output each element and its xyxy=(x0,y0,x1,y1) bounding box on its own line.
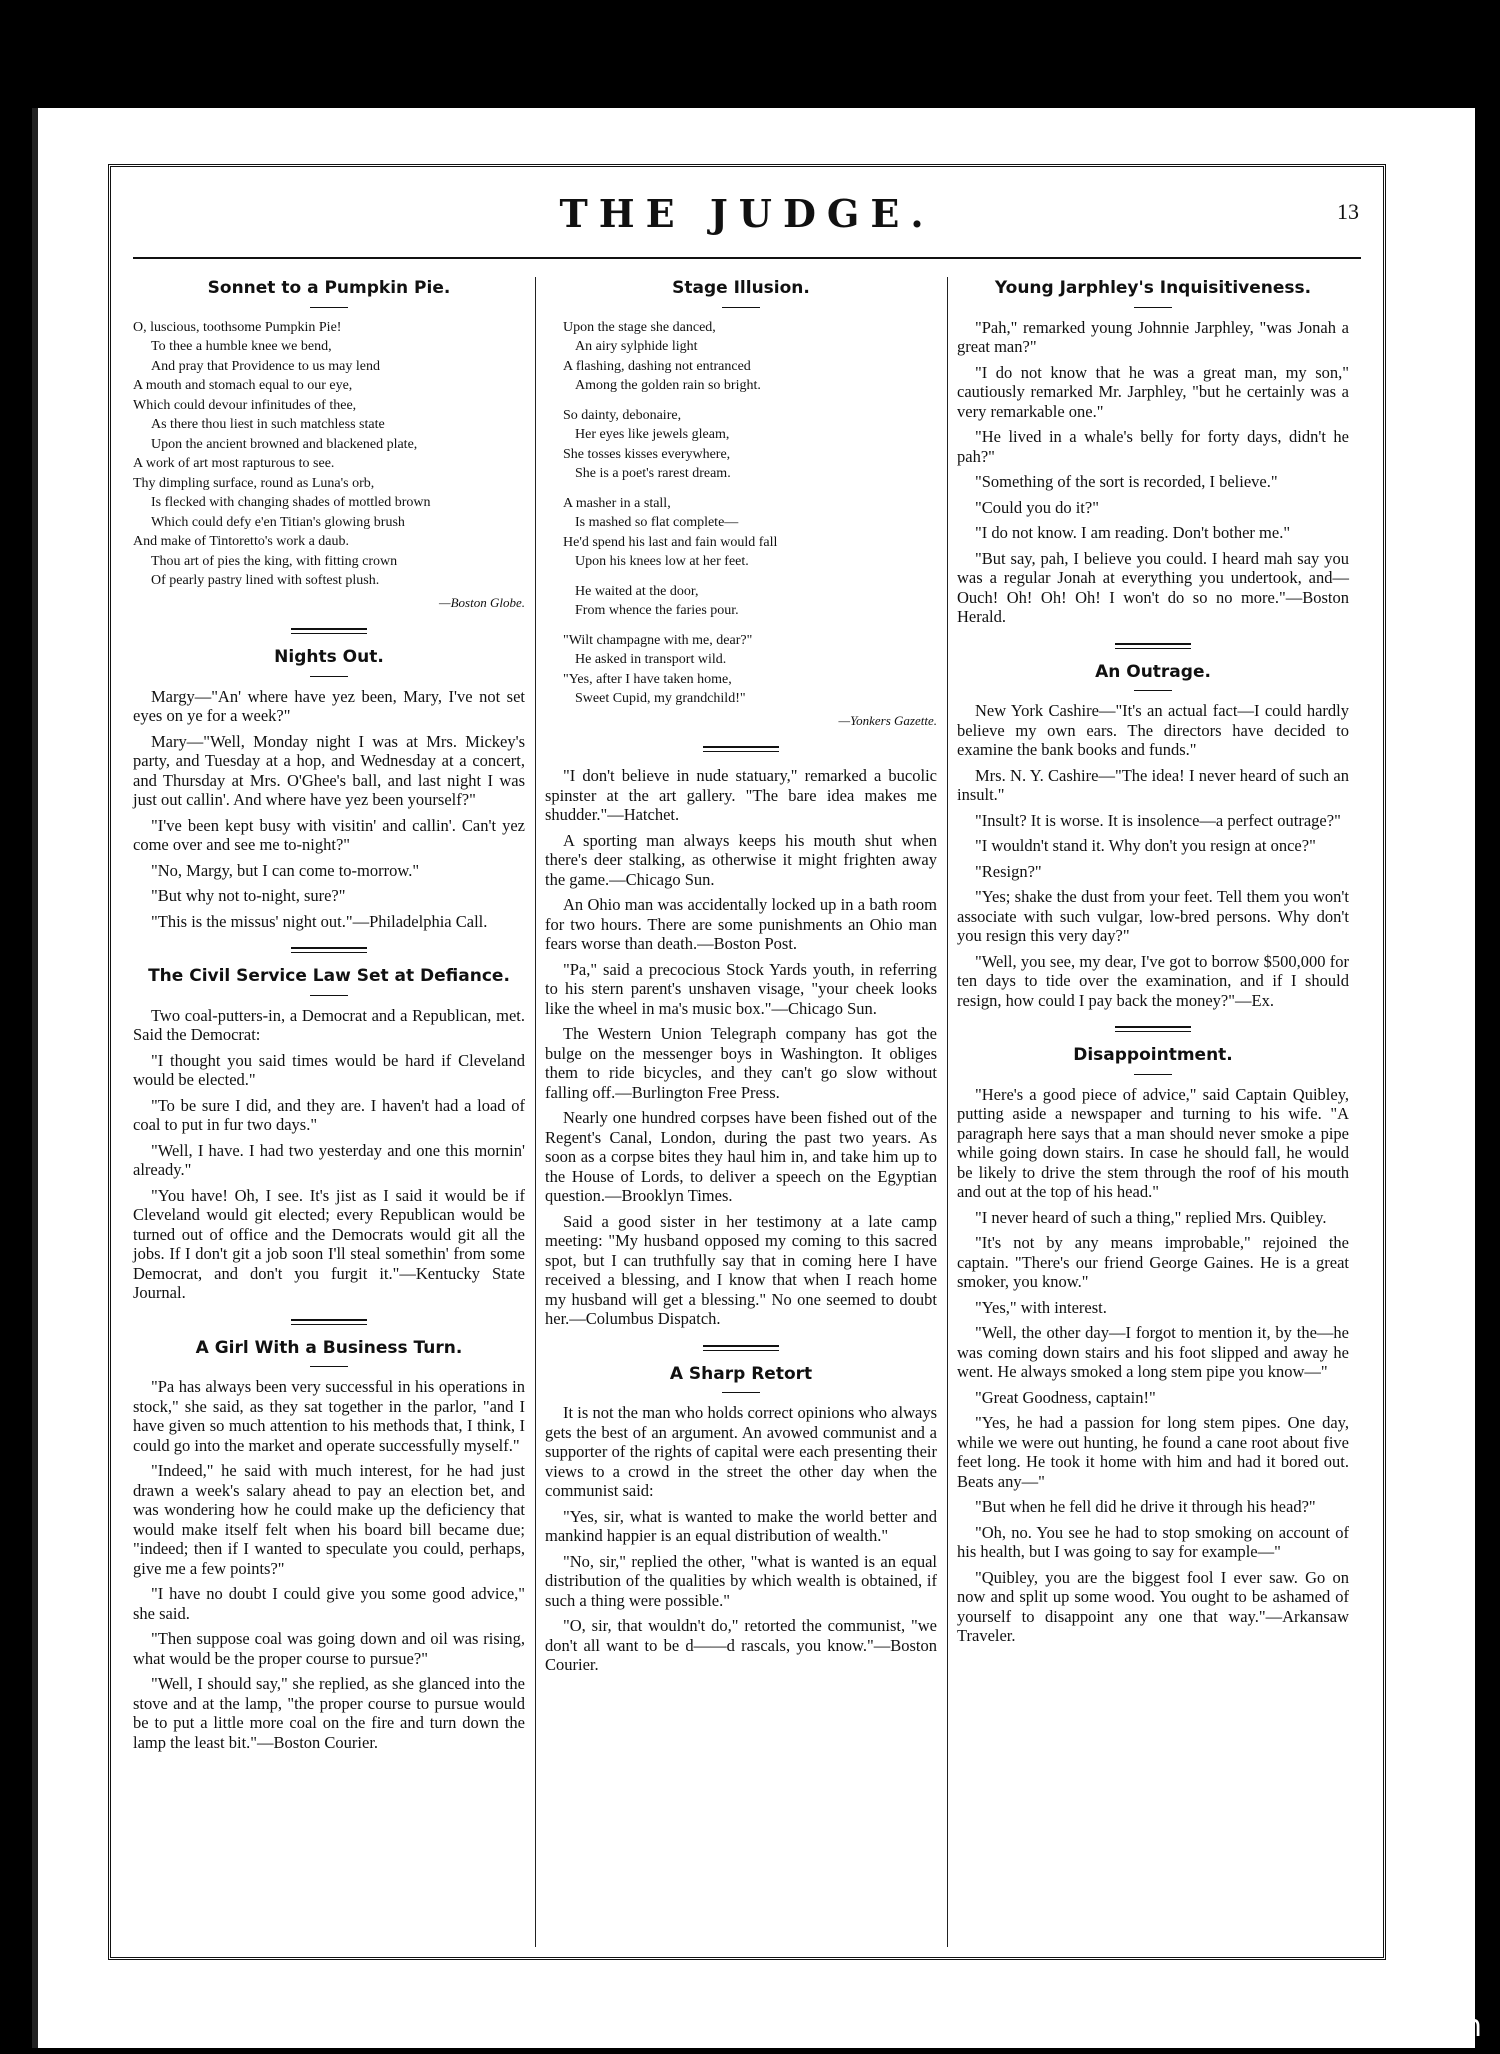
paragraph: "I never heard of such a thing," replied Mrs. Quibley. xyxy=(975,1207,1327,1227)
poem-line: He asked in transport wild. xyxy=(575,652,727,667)
paragraph: "Here's a good piece of advice," said Captain Quibley, putting aside a newspaper and turning to his wife. "A paragraph here says that a man should never smoke a pipe while going down stairs. In case he should fall, he would be likely to drive the stem through the roof of his mouth and out at the top of his head." xyxy=(957,1084,1349,1201)
poem-line: Among the golden rain so bright. xyxy=(575,378,761,393)
poem-line: As there thou liest in such matchless state xyxy=(151,417,385,432)
paragraph: "I have no doubt I could give you some good advice," she said. xyxy=(133,1584,525,1623)
column-3 xyxy=(957,275,1349,1652)
title-rule xyxy=(1134,307,1172,308)
paragraph: "He lived in a whale's belly for forty days, didn't he pah?" xyxy=(957,427,1349,466)
paragraph: "I do not know. I am reading. Don't bother me." xyxy=(975,523,1291,542)
title-rule xyxy=(310,1366,348,1367)
poem-line: Thy dimpling surface, round as Luna's orb, xyxy=(133,475,375,491)
paragraph: Said a good sister in her testimony at a late camp meeting: "My husband opposed my coming to this sacred spot, but I can truthfully say that in coming here I have received a blessing, and I know that when I reach home my husband will get a blessing." No one seemed to doubt her.—Columbus Dispatch. xyxy=(545,1211,937,1328)
article-title: Nights Out. xyxy=(274,647,384,667)
page-frame xyxy=(108,164,1386,1960)
article-title: An Outrage. xyxy=(1095,661,1211,682)
paragraph: "It's not by any means improbable," rejoined the captain. "There's our friend George Gaines. He is a great smoker, you know." xyxy=(957,1233,1349,1291)
poem-line: And make of Tintoretto's work a daub. xyxy=(133,534,350,549)
paragraph: "Well, I have. I had two yesterday and one this mornin' already." xyxy=(133,1140,525,1179)
credit: —Yonkers Gazette. xyxy=(838,712,937,728)
paragraph: New York Cashire—"It's an actual fact—I could hardly believe my own ears. The directors have decided to examine the bank books and funds." xyxy=(957,701,1349,759)
paragraph: "To be sure I did, and they are. I haven't had a load of coal to put in fur two days." xyxy=(133,1095,525,1134)
section-divider xyxy=(703,746,779,752)
poem-line: Is flecked with changing shades of mottled brown xyxy=(151,495,431,510)
paragraph: "Yes," with interest. xyxy=(975,1297,1107,1317)
title-rule xyxy=(722,1392,760,1393)
paragraph: "Pa," said a precocious Stock Yards youth, in referring to his stern parent's unshaven visage, "your cheek looks like the wheel in ma's music box."—Chicago Sun. xyxy=(545,959,937,1018)
poem-line: Her eyes like jewels gleam, xyxy=(575,427,730,442)
poem xyxy=(545,318,937,731)
column-rule xyxy=(947,277,948,1947)
poem-line: Which could defy e'en Titian's glowing brush xyxy=(151,514,405,530)
page-spine xyxy=(32,108,38,2048)
poem-line: A mouth and stomach equal to our eye, xyxy=(133,378,353,393)
paragraph: Two coal-putters-in, a Democrat and a Republican, met. Said the Democrat: xyxy=(133,1005,525,1044)
paragraph: "Insult? It is worse. It is insolence—a perfect outrage?" xyxy=(975,810,1341,830)
paragraph: "Quibley, you are the biggest fool I ever saw. Go on now and split up some wood. You ought to be ashamed of yourself to disappoint any one that way."—Arkansaw Traveler. xyxy=(957,1567,1349,1645)
article-title: The Civil Service Law Set at Defiance. xyxy=(148,966,510,986)
poem-line: So dainty, debonaire, xyxy=(563,407,682,423)
paragraph: Mary—"Well, Monday night I was at Mrs. Mickey's party, and Tuesday at a hop, and Wednesday at a concert, and Thursday at Mrs. O'Ghee's ball, and last night I was just out callin'. And where have yez been yourself?" xyxy=(133,731,525,809)
paragraph: "Pa has always been very successful in his operations in stock," she said, as they sat together in the parlor, "and I have given so much attention to his methods that, I think, I could go into the market and operate successfully myself." xyxy=(133,1377,525,1455)
poem-line: Thou art of pies the king, with fitting crown xyxy=(151,553,398,569)
paragraph: "No, Margy, but I can come to-morrow." xyxy=(151,860,420,880)
section-divider xyxy=(1115,643,1191,649)
paragraph: "I wouldn't stand it. Why don't you resign at once?" xyxy=(975,836,1316,855)
paragraph: Mrs. N. Y. Cashire—"The idea! I never heard of such an insult." xyxy=(957,765,1349,804)
paragraph: "I thought you said times would be hard if Cleveland would be elected." xyxy=(133,1050,525,1089)
paragraph: "Yes, he had a passion for long stem pipes. One day, while we were out hunting, he found a cane root about five feet long. He took it home with him and had it bored out. Beats any—" xyxy=(957,1413,1349,1491)
article-title: Young Jarphley's Inquisitiveness. xyxy=(994,278,1312,298)
poem-line: Sweet Cupid, my grandchild!" xyxy=(575,691,746,706)
poem-line: Of pearly pastry lined with softest plush. xyxy=(151,573,380,588)
article-title: Disappointment. xyxy=(1073,1045,1233,1065)
paragraph: "But say, pah, I believe you could. I heard mah say you was a regular Jonah at everything you undertook, and—Ouch! Oh! Oh! Oh! I won't do so no more."—Boston Herald. xyxy=(957,548,1349,626)
section-divider xyxy=(291,947,367,953)
paragraph: "But when he fell did he drive it through his head?" xyxy=(975,1497,1316,1516)
title-rule xyxy=(1134,690,1172,691)
magazine-page xyxy=(32,108,1475,2048)
site-watermark: comicbooks.com xyxy=(1230,2009,1482,2044)
poem-line: She tosses kisses everywhere, xyxy=(563,446,731,462)
paragraph: Margy—"An' where have yez been, Mary, I've not set eyes on ye for a week?" xyxy=(133,686,525,725)
title-rule xyxy=(310,995,348,996)
section-divider xyxy=(291,1319,367,1325)
poem-line: Upon the stage she danced, xyxy=(563,319,716,335)
poem-line: A work of art most rapturous to see. xyxy=(133,456,335,471)
paragraph: Nearly one hundred corpses have been fished out of the Regent's Canal, London, during the past two years. As soon as a corpse bites they haul him in, and take him up to the House of Lords, to deliver a speech on the Egyptian question.—Brooklyn Times. xyxy=(545,1108,937,1205)
article-title: Stage Illusion. xyxy=(672,278,810,298)
paragraph: "This is the missus' night out."—Philadelphia Call. xyxy=(151,911,488,931)
poem-line: An airy sylphide light xyxy=(575,339,698,354)
title-rule xyxy=(310,676,348,677)
paragraph: "Yes, sir, what is wanted to make the world better and mankind happier is an equal distribution of wealth." xyxy=(545,1506,937,1545)
paragraph: A sporting man always keeps his mouth shut when there's deer stalking, as otherwise it might frighten away the game.—Chicago Sun. xyxy=(545,830,937,889)
paragraph: "Yes; shake the dust from your feet. Tell them you won't associate with such vulgar, low-bred persons. Why don't you resign this very day?" xyxy=(957,887,1349,945)
paragraph: "Well, you see, my dear, I've got to borrow $500,000 for ten days to tide over the examination, and if I should resign, how could I pay back the money?"—Ex. xyxy=(957,951,1349,1010)
poem-line: She is a poet's rarest dream. xyxy=(575,466,731,481)
title-rule xyxy=(310,307,348,308)
paragraph: "I do not know that he was a great man, my son," cautiously remarked Mr. Jarphley, "but he certainly was a very remarkable one." xyxy=(957,362,1349,421)
paragraph: "I've been kept busy with visitin' and callin'. Can't yez come over and see me to-night?" xyxy=(133,815,525,854)
paragraph: "No, sir," replied the other, "what is wanted is an equal distribution of the qualities by which wealth is obtained, if such a thing were possible." xyxy=(545,1551,937,1610)
article-title: Sonnet to a Pumpkin Pie. xyxy=(207,278,451,298)
masthead-rule xyxy=(133,257,1361,259)
credit: —Boston Globe. xyxy=(439,594,525,610)
poem-line: He'd spend his last and fain would fall xyxy=(563,534,778,550)
poem-line: Upon the ancient browned and blackened plate, xyxy=(151,436,418,452)
paragraph: "Could you do it?" xyxy=(975,497,1099,517)
poem-line: Is mashed so flat complete— xyxy=(575,515,739,530)
poem-line: And pray that Providence to us may lend xyxy=(151,358,381,374)
article-title: A Girl With a Business Turn. xyxy=(195,1337,463,1358)
poem-line: "Yes, after I have taken home, xyxy=(563,671,732,687)
paragraph: "Well, the other day—I forgot to mention it, by the—he was coming down stairs and his foot slipped and away he went. He always smoked a long stem pipe you know—" xyxy=(957,1323,1349,1381)
article-title: A Sharp Retort xyxy=(669,1363,813,1384)
page-number: 13 xyxy=(1337,199,1359,224)
paragraph: An Ohio man was accidentally locked up in a bath room for two hours. There are some punishments an Ohio man fears worse than death.—Boston Post. xyxy=(545,895,937,953)
paragraph: "Then suppose coal was going down and oil was rising, what would be the proper course to pursue?" xyxy=(133,1629,525,1668)
section-divider xyxy=(703,1345,779,1351)
poem xyxy=(133,318,525,613)
column-2 xyxy=(545,275,937,1681)
paragraph: "I don't believe in nude statuary," remarked a bucolic spinster at the art gallery. "The bare idea makes me shudder."—Hatchet. xyxy=(545,766,937,824)
poem-line: A flashing, dashing not entranced xyxy=(563,358,751,374)
poem-line: A masher in a stall, xyxy=(563,495,671,511)
poem-line: He waited at the door, xyxy=(575,583,699,599)
paragraph: "Well, I should say," she replied, as she glanced into the stove and at the lamp, "the proper course to pursue would be to put a little more coal on the fire and turn down the lamp the least bit."—Boston Courier. xyxy=(133,1674,525,1752)
paragraph: "O, sir, that wouldn't do," retorted the communist, "we don't all want to be d——d rascals, you know."—Boston Courier. xyxy=(545,1616,937,1674)
poem-line: O, luscious, toothsome Pumpkin Pie! xyxy=(133,319,342,335)
paragraph: "Great Goodness, captain!" xyxy=(975,1387,1156,1407)
section-divider xyxy=(1115,1026,1191,1032)
paragraph: "Indeed," he said with much interest, for he had just drawn a week's salary ahead to pay an election bet, and was wondering how he could make up the deficiency that would make itself felt when his board bill became due; "indeed; then if I wanted to speculate you could, perhaps, give me a few points?" xyxy=(133,1461,525,1578)
paragraph: "Something of the sort is recorded, I believe." xyxy=(975,472,1278,491)
paragraph: "You have! Oh, I see. It's jist as I said it would be if Cleveland would git elected; every Republican would be turned out of office and the Democrats would git all the jobs. If I don't git a job soon I'll steal somethin' from some Democrat, and don't you furgit it."—Kentucky State Journal. xyxy=(133,1185,525,1302)
paragraph: "Oh, no. You see he had to stop smoking on account of his health, but I was going to say for example—" xyxy=(957,1522,1349,1561)
column-rule xyxy=(535,277,536,1947)
title-rule xyxy=(722,307,760,308)
poem-line: To thee a humble knee we bend, xyxy=(151,339,332,354)
poem-line: "Wilt champagne with me, dear?" xyxy=(563,632,753,648)
paragraph: "Resign?" xyxy=(975,861,1042,881)
masthead-title: THE JUDGE. xyxy=(559,191,935,236)
paragraph: "But why not to-night, sure?" xyxy=(151,886,346,905)
poem-line: From whence the faries pour. xyxy=(575,603,739,618)
poem-line: Which could devour infinitudes of thee, xyxy=(133,397,357,413)
paragraph: "Pah," remarked young Johnnie Jarphley, "was Jonah a great man?" xyxy=(957,317,1349,356)
section-divider xyxy=(291,628,367,634)
paragraph: The Western Union Telegraph company has got the bulge on the messenger boys in Washington. It obliges them to ride bicycles, and they can't go slow without falling off.—Burlington Free Press. xyxy=(545,1024,937,1102)
poem-line: Upon his knees low at her feet. xyxy=(575,554,749,569)
column-1 xyxy=(133,275,525,1758)
title-rule xyxy=(1134,1074,1172,1075)
paragraph: It is not the man who holds correct opinions who always gets the best of an argument. An avowed communist and a supporter of the rights of capital were each presenting their views to a crowd in the street the other day when the communist said: xyxy=(545,1403,937,1500)
